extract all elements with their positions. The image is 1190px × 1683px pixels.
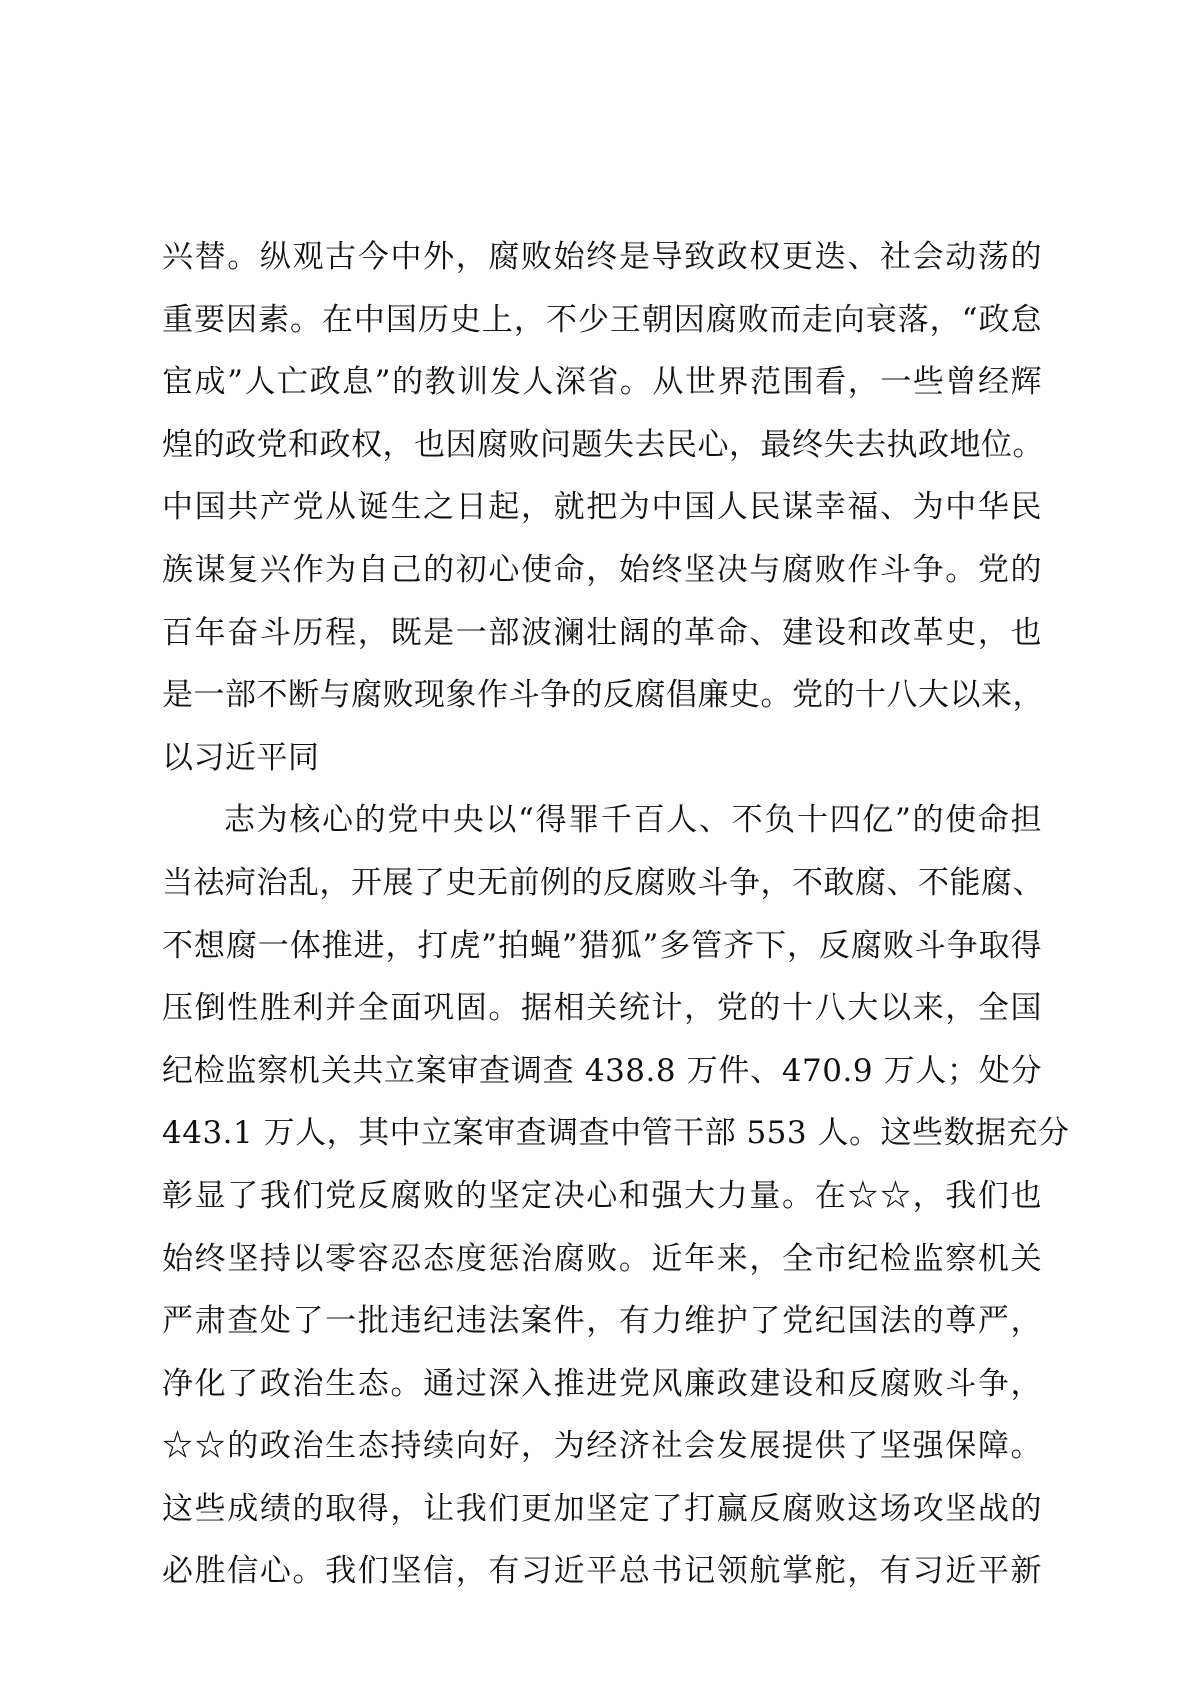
- text-line: 不想腐一体推进，打虎”拍蝇”猎狐”多管齐下，反腐败斗争取得: [162, 927, 1042, 964]
- body-text: [162, 226, 1070, 1603]
- text-line: 443.1 万人，其中立案审查调查中管干部 553 人。这些数据充分: [162, 1115, 1070, 1152]
- text-line: 必胜信心。我们坚信，有习近平总书记领航掌舵，有习近平新: [162, 1553, 1042, 1590]
- text-line: ☆☆的政治生态持续向好，为经济社会发展提供了坚强保障。: [162, 1428, 1042, 1465]
- text-line: 压倒性胜利并全面巩固。据相关统计，党的十八大以来，全国: [162, 990, 1042, 1027]
- text-line: 彰显了我们党反腐败的坚定决心和强大力量。在☆☆，我们也: [162, 1177, 1042, 1214]
- paragraph: [162, 789, 1070, 1603]
- text-line: 宦成”人亡政息”的教训发人深省。从世界范围看，一些曾经辉: [162, 364, 1042, 401]
- text-line: 志为核心的党中央以“得罪千百人、不负十四亿”的使命担: [224, 802, 1042, 839]
- text-line: 兴替。纵观古今中外，腐败始终是导致政权更迭、社会动荡的: [162, 239, 1042, 275]
- text-line: 煌的政党和政权，也因腐败问题失去民心，最终失去执政地位。: [162, 426, 1044, 463]
- text-line: 族谋复兴作为自己的初心使命，始终坚决与腐败作斗争。党的: [162, 551, 1042, 588]
- text-line: 净化了政治生态。通过深入推进党风廉政建设和反腐败斗争，: [162, 1365, 1042, 1402]
- text-line: 这些成绩的取得，让我们更加坚定了打赢反腐败这场攻坚战的: [162, 1490, 1042, 1527]
- paragraph: [162, 226, 1042, 789]
- text-line: 当祛疴治乱，开展了史无前例的反腐败斗争，不敢腐、不能腐、: [162, 864, 1044, 901]
- text-line: 严肃查处了一批违纪违法案件，有力维护了党纪国法的尊严，: [162, 1303, 1042, 1340]
- text-line: 以习近平同: [162, 739, 320, 776]
- text-line: 纪检监察机关共立案审查调查 438.8 万件、470.9 万人；处分: [162, 1052, 1042, 1089]
- text-line: 始终坚持以零容忍态度惩治腐败。近年来，全市纪检监察机关: [162, 1240, 1042, 1277]
- text-line: 是一部不断与腐败现象作斗争的反腐倡廉史。党的十八大以来，: [162, 677, 1044, 714]
- text-line: 重要因素。在中国历史上，不少王朝因腐败而走向衰落，“政怠: [162, 301, 1042, 338]
- text-line: 百年奋斗历程，既是一部波澜壮阔的革命、建设和改革史，也: [162, 614, 1042, 651]
- text-line: 中国共产党从诞生之日起，就把为中国人民谋幸福、为中华民: [162, 489, 1042, 526]
